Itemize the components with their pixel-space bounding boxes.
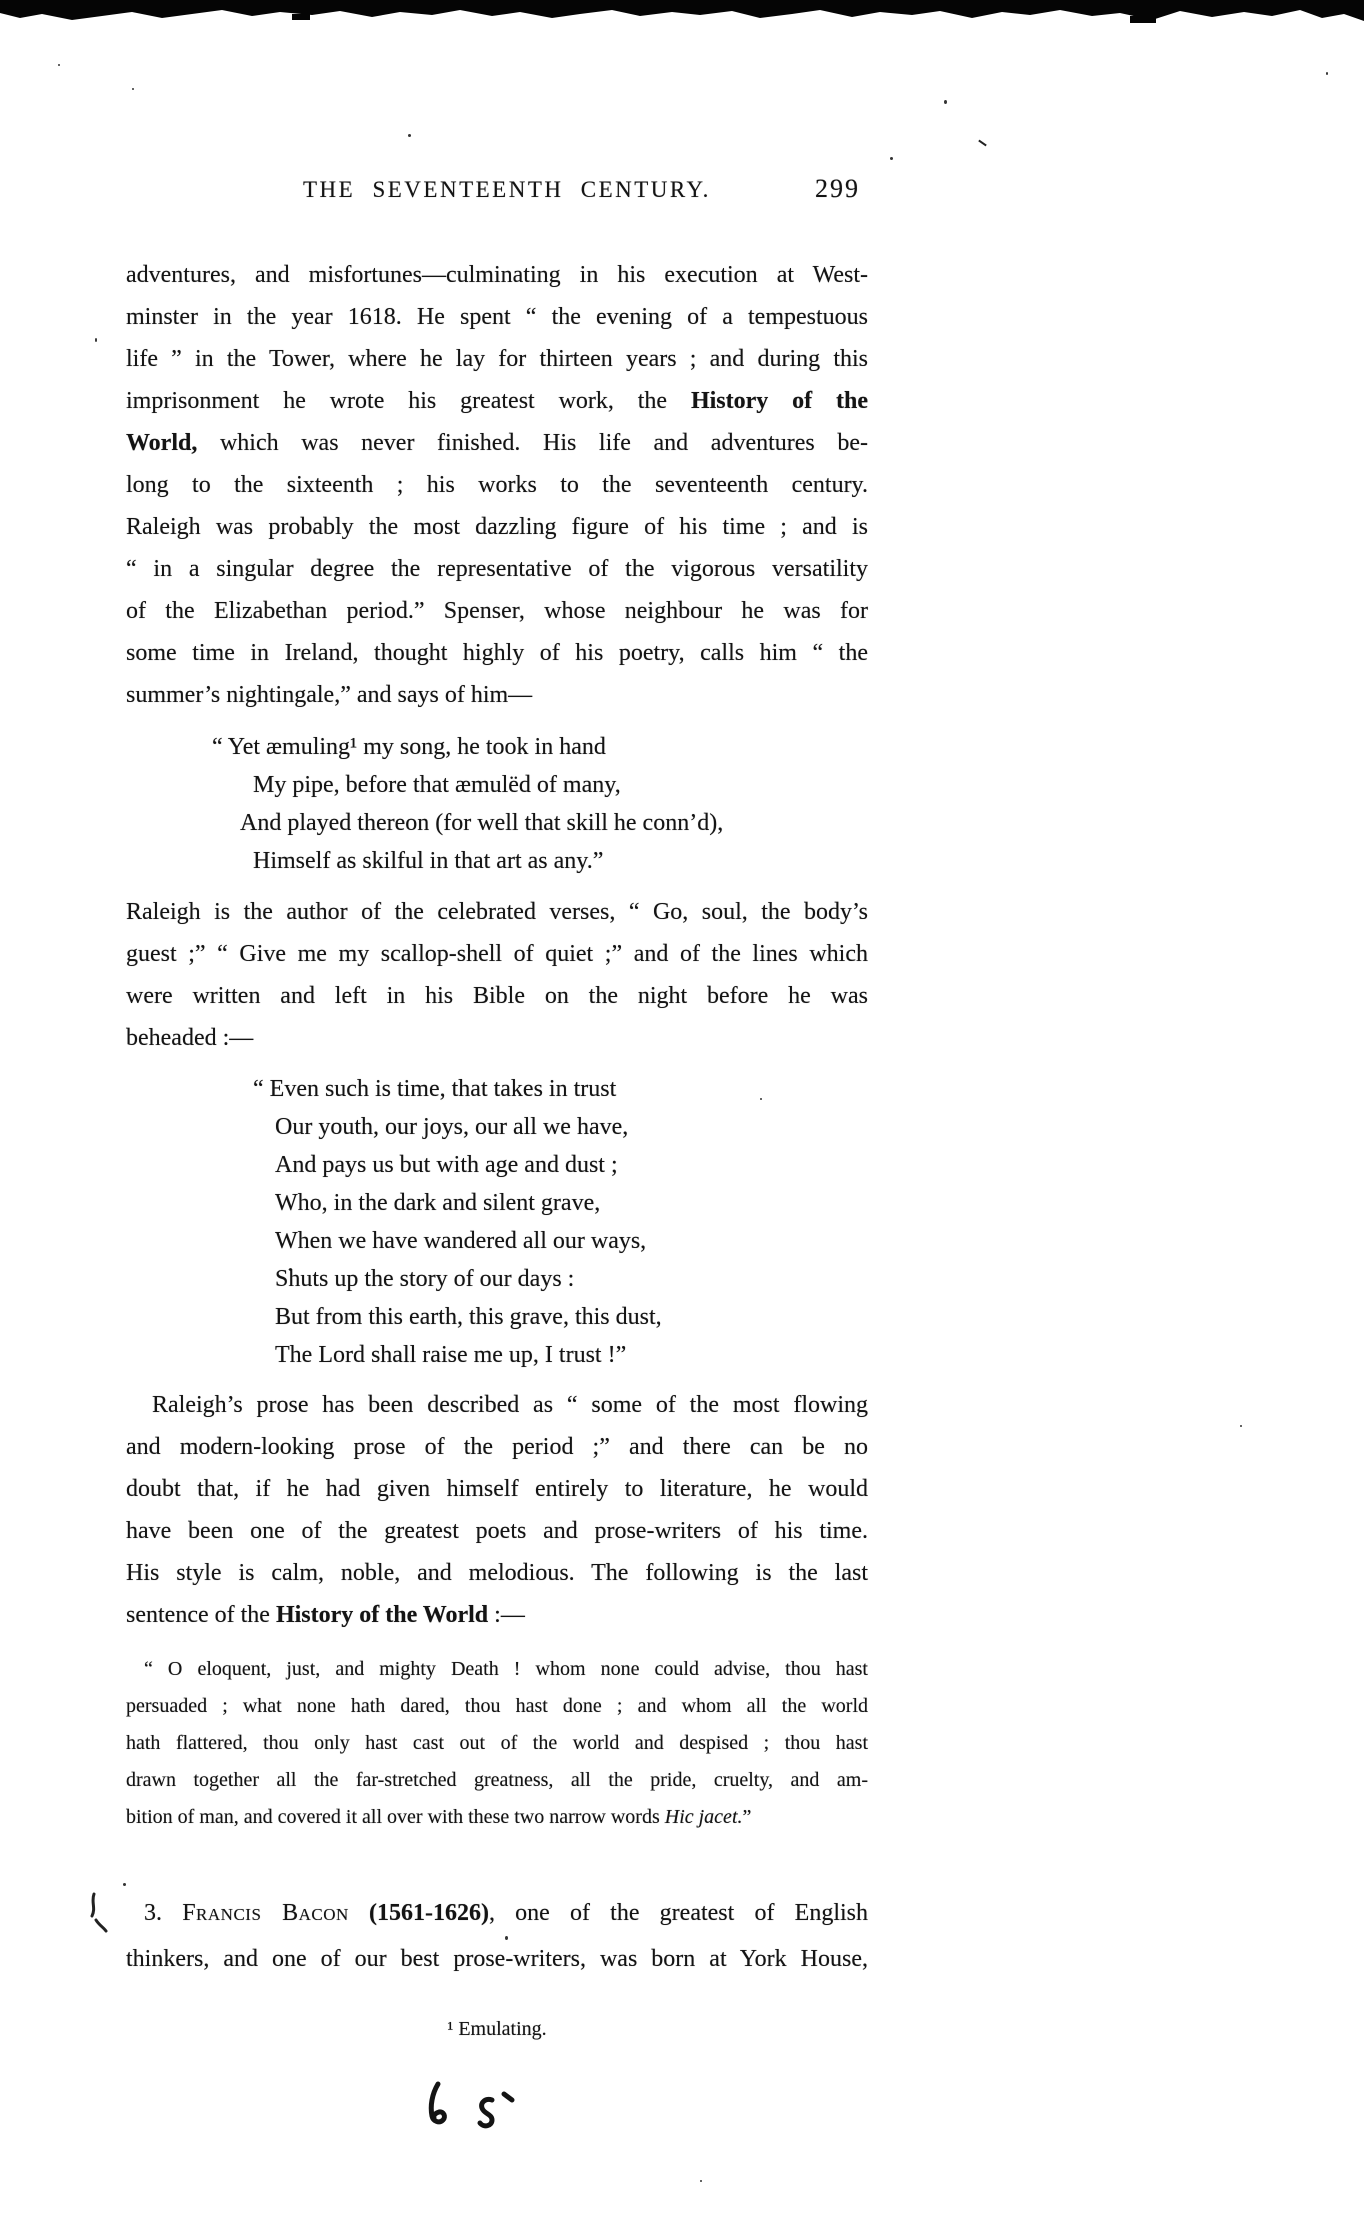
blockquote-history-of-the-world [126, 1651, 868, 1836]
text-segment: , one of the greatest of English [488, 1900, 869, 1926]
text-segment-bold: History of the [690, 388, 868, 414]
text-line: have been one of the greatest poets and prose-writers of his time. [126, 1518, 868, 1544]
paragraph-raleigh-execution [126, 254, 868, 716]
text-line [126, 380, 868, 422]
text-line: Raleigh’s prose has been described as “ some of the most flowing [152, 1392, 868, 1418]
text-line: guest ;” “ Give me my scallop-shell of quiet ;” and of the lines which [126, 941, 868, 967]
verse-line: Himself as skilful in that art as any.” [253, 848, 604, 874]
scan-speck [944, 100, 947, 104]
text-segment: :— [488, 1602, 525, 1628]
text-line: Raleigh was probably the most dazzling figure of his time ; and is [126, 514, 868, 540]
verse-spenser-quote [126, 728, 868, 880]
verse-line: Our youth, our joys, our all we have, [275, 1114, 629, 1140]
verse-line: Who, in the dark and silent grave, [275, 1190, 601, 1216]
text-line: were written and left in his Bible on the night before he was [126, 983, 868, 1009]
quote-line: “ O eloquent, just, and mighty Death ! whom none could advise, thou hast [144, 1658, 868, 1680]
verse-line: Shuts up the story of our days : [275, 1266, 575, 1292]
scan-speck [123, 1883, 126, 1886]
text-line [126, 422, 868, 464]
scan-torn-edge [0, 0, 1364, 30]
verse-even-such-is-time [126, 1070, 868, 1374]
section-number: 3. [144, 1900, 183, 1926]
verse-line: When we have wandered all our ways, [275, 1228, 647, 1254]
text-line [126, 1890, 868, 1936]
text-segment: ” [742, 1806, 752, 1828]
text-segment-bold: World, [126, 430, 198, 456]
text-line: of the Elizabethan period.” Spenser, whose neighbour he was for [126, 598, 868, 624]
text-line [126, 1594, 868, 1636]
scan-speck [58, 64, 60, 66]
paragraph-francis-bacon [126, 1890, 868, 1982]
running-head: THE SEVENTEENTH CENTURY. [303, 177, 711, 202]
text-segment-italic: Hic jacet. [664, 1806, 743, 1828]
text-line: “ in a singular degree the representative of the vigorous versatility [126, 556, 868, 582]
paragraph-raleigh-verses [126, 891, 868, 1059]
scan-speck [408, 134, 411, 137]
text-line: His style is calm, noble, and melodious. The following is the last [126, 1560, 868, 1586]
quote-line: hath flattered, thou only hast cast out of the world and despised ; thou hast [126, 1732, 868, 1754]
text-segment: sentence of the [126, 1602, 276, 1628]
text-line: and modern-looking prose of the period ;” and there can be no [126, 1434, 868, 1460]
text-segment: which was never finished. His life and adventures be- [197, 430, 868, 456]
text-segment-bold: History of the World [275, 1602, 489, 1628]
text-line: some time in Ireland, thought highly of his poetry, calls him “ the [126, 640, 868, 666]
footnote-emulating: ¹ Emulating. [447, 2018, 547, 2040]
verse-line: The Lord shall raise me up, I trust !” [275, 1342, 627, 1368]
text-segment: imprisonment he wrote his greatest work, the [126, 388, 691, 414]
quote-line: persuaded ; what none hath dared, thou hast done ; and whom all the world [126, 1695, 868, 1717]
text-segment-smallcaps: Francis Bacon [182, 1900, 349, 1926]
verse-line: And pays us but with age and dust ; [275, 1152, 618, 1178]
verse-line: “ Yet æmuling¹ my song, he took in hand [212, 734, 606, 760]
verse-line: And played thereon (for well that skill he conn’d), [240, 810, 724, 836]
text-line: minster in the year 1618. He spent “ the evening of a tempestuous [126, 304, 868, 330]
quote-line: drawn together all the far-stretched greatness, all the pride, cruelty, and am- [126, 1769, 868, 1791]
page-number: 299 [815, 174, 860, 203]
text-line: doubt that, if he had given himself entirely to literature, he would [126, 1476, 868, 1502]
verse-line: “ Even such is time, that takes in trust [253, 1076, 617, 1102]
scan-speck [890, 157, 893, 160]
paragraph-raleigh-prose [126, 1384, 868, 1636]
text-segment-bold: (1561-1626) [348, 1900, 489, 1926]
scan-speck [1240, 1425, 1242, 1427]
quote-line [126, 1799, 868, 1836]
text-segment: bition of man, and covered it all over with these two narrow words [126, 1806, 665, 1828]
scan-speck [700, 2180, 702, 2182]
verse-line: My pipe, before that æmulëd of many, [253, 772, 621, 798]
scan-speck [1326, 72, 1328, 75]
scan-speck [132, 88, 134, 90]
scan-speck [978, 140, 987, 147]
handwritten-note [420, 2078, 530, 2138]
text-line: long to the sixteenth ; his works to the seventeenth century. [126, 472, 868, 498]
text-line: adventures, and misfortunes—culminating in his execution at West- [126, 262, 868, 288]
text-line: life ” in the Tower, where he lay for thirteen years ; and during this [126, 346, 868, 372]
scan-speck [95, 338, 97, 342]
pencil-mark [86, 1892, 126, 1936]
verse-line: But from this earth, this grave, this dust, [275, 1304, 662, 1330]
text-line: beheaded :— [126, 1025, 254, 1051]
text-line: Raleigh is the author of the celebrated verses, “ Go, soul, the body’s [126, 899, 868, 925]
text-line: thinkers, and one of our best prose-writers, was born at York House, [126, 1946, 868, 1972]
text-line: summer’s nightingale,” and says of him— [126, 682, 533, 708]
